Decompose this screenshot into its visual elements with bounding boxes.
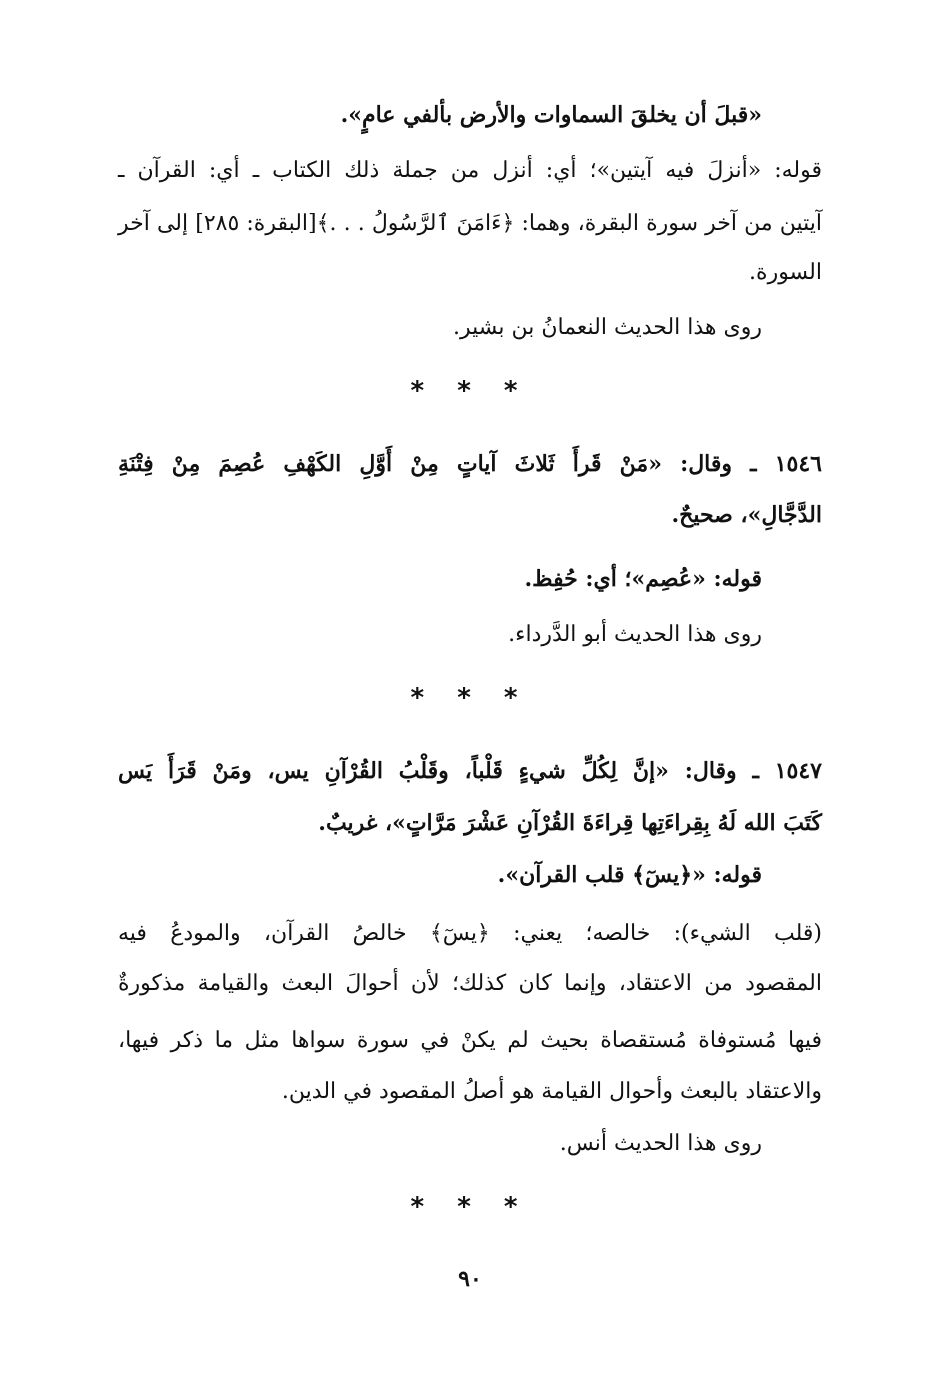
hadith-1547-line-2: كَتَبَ الله لَهُ بِقِراءَتِها قِراءَةَ القُرْآنِ عَشْرَ مَرَّاتٍ»، غريبٌ.: [318, 810, 822, 836]
hadith-1546-line-1: ١٥٤٦ ـ وقال: «مَنْ قَرأَ ثَلاثَ آياتٍ مِنْ أَوَّلِ الكَهْفِ عُصِمَ مِنْ فِتْنَةِ: [118, 451, 822, 477]
text-line-4: السورة.: [749, 260, 822, 285]
narrator-line-3: روى هذا الحديث أنس.: [559, 1131, 762, 1156]
section-separator-2: * * *: [410, 683, 530, 713]
text-line-3: آيتين من آخر سورة البقرة، وهما: ﴿ءَامَنَ ٱلرَّسُولُ . . .﴾[البقرة: ٢٨٥] إلى آخر: [118, 211, 822, 236]
narrator-line-2: روى هذا الحديث أبو الدَّرداء.: [508, 622, 762, 647]
commentary-line-1: (قلب الشيء): خالصه؛ يعني: ﴿يسٓ﴾ خالصُ القرآن، والمودعُ فيه: [118, 921, 822, 946]
text-line-2: قوله: «أنزلَ فيه آيتين»؛ أي: أنزل من جملة ذلك الكتاب ـ أي: القرآن ـ: [118, 158, 822, 183]
commentary-line-3: فيها مُستوفاة مُستقصاة بحيث لم يكنْ في سورة سواها مثل ما ذكر فيها،: [118, 1028, 822, 1053]
text-line-1: «قبلَ أن يخلقَ السماوات والأرض بألفي عامٍ».: [340, 102, 762, 128]
commentary-line-1546: قوله: «عُصِم»؛ أي: حُفِظ.: [524, 566, 762, 592]
section-separator-3: * * *: [410, 1192, 530, 1222]
page-number: ٩٠: [458, 1266, 482, 1292]
section-separator-1: * * *: [410, 376, 530, 406]
hadith-1547-line-1: ١٥٤٧ ـ وقال: «إنَّ لِكُلِّ شيءٍ قَلْباً، وقَلْبُ القُرْآنِ يس، ومَنْ قَرَأَ يَس: [118, 758, 822, 784]
hadith-1546-line-2: الدَّجَّالِ»، صحيحٌ.: [671, 502, 822, 528]
commentary-title-1547: قوله: «﴿يسٓ﴾ قلب القرآن».: [497, 862, 762, 888]
commentary-line-4: والاعتقاد بالبعث وأحوال القيامة هو أصلُ المقصود في الدين.: [281, 1079, 822, 1104]
narrator-line-1: روى هذا الحديث النعمانُ بن بشير.: [452, 315, 762, 340]
commentary-line-2: المقصود من الاعتقاد، وإنما كان كذلك؛ لأن أحوالَ البعث والقيامة مذكورةٌ: [118, 971, 822, 996]
